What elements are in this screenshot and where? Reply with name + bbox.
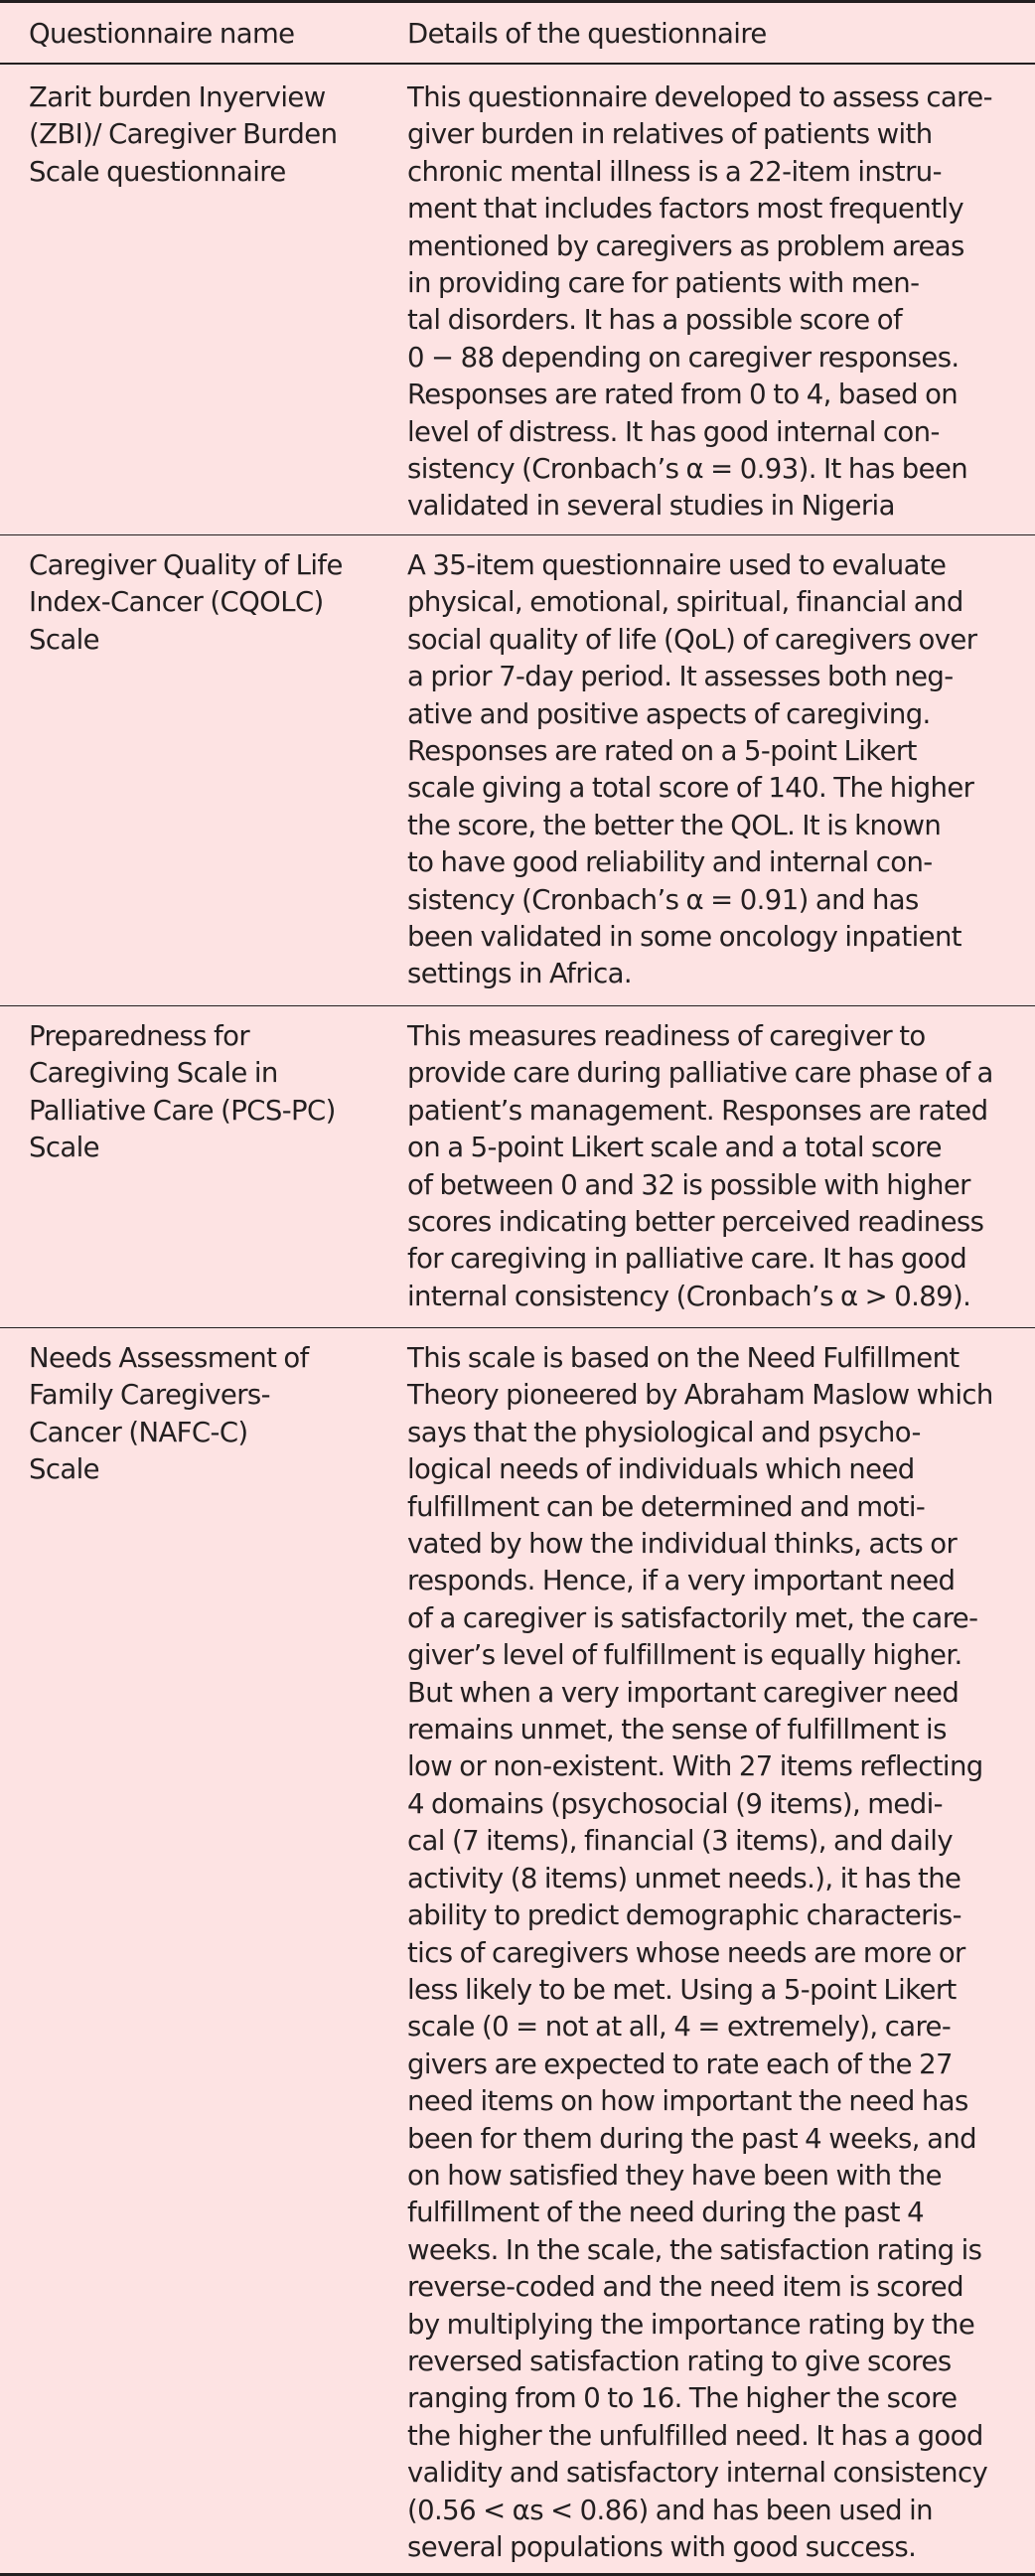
row-divider xyxy=(0,534,1035,535)
row-divider xyxy=(0,1327,1035,1328)
row-1-details: This questionnaire developed to assess care- giver burden in relatives of patients with chronic mental illness is a 22-item instru- ment that includes factors most frequently mentioned by caregivers as problem areas in providing care for patients with men- tal disorders. It has a possible score of 0 − 88 depending on caregiver responses. Responses are rated from 0 to 4, based on level of distress. It has good internal con- sistency (Cronbach’s α = 0.93). It has been validated in several studies in Nigeria xyxy=(407,81,992,523)
top-rule xyxy=(0,0,1035,3)
row-4-details: This scale is based on the Need Fulfillment Theory pioneered by Abraham Maslow which says that the physiological and psycho- logical needs of individuals which need fulfillment can be determined and moti- vated by how the individual thinks, acts or responds. Hence, if a very important need of a caregiver is satisfactorily met, the care- giver’s level of fulfillment is equally higher. But when a very important caregiver need remains unmet, the sense of fulfillment is low or non-existent. With 27 items reflecting 4 domains (psychosocial (9 items), medi- cal (7 items), financial (3 items), and daily activity (8 items) unmet needs.), it has the ability to predict demographic characteris- tics of caregivers whose needs are more or less likely to be met. Using a 5-point Likert scale (0 = not at all, 4 = extremely), care- givers are expected to rate each of the 27 need items on how important the need has been for them during the past 4 weeks, and on how satisfied they have been with the fulfillment of the need during the past 4 weeks. In the scale, the satisfaction rating is reverse-coded and the need item is scored by multiplying the importance rating by the reversed satisfaction rating to give scores ranging from 0 to 16. The higher the score the higher the unfulfilled need. It has a good validity and satisfactory internal consistency (0.56 < αs < 0.86) and has been used in several populations with good success. xyxy=(407,1342,993,2563)
row-divider xyxy=(0,1005,1035,1006)
row-3-details: This measures readiness of caregiver to provide care during palliative care phase of a patient’s management. Responses are rated on a 5-point Likert scale and a total score of between 0 and 32 is possible with higher scores indicating better perceived readiness for caregiving in palliative care. It has good internal consistency (Cronbach’s α > 0.89). xyxy=(407,1020,993,1312)
column-header-name: Questionnaire name xyxy=(29,18,295,50)
header-rule xyxy=(0,63,1035,65)
row-2-details: A 35-item questionnaire used to evaluate physical, emotional, spiritual, financial and social quality of life (QoL) of caregivers over a prior 7-day period. It assesses both neg- ative and positive aspects of caregiving. Responses are rated on a 5-point Likert scale giving a total score of 140. The higher the score, the better the QOL. It is known to have good reliability and internal con- sistency (Cronbach’s α = 0.91) and has been validated in some oncology inpatient settings in Africa. xyxy=(407,549,977,990)
row-1-name: Zarit burden Inyerview (ZBI)/ Caregiver Burden Scale questionnaire xyxy=(29,81,338,188)
column-header-details: Details of the questionnaire xyxy=(407,18,767,50)
row-4-name: Needs Assessment of Family Caregivers- Cancer (NAFC-C) Scale xyxy=(29,1342,309,1486)
row-2-name: Caregiver Quality of Life Index-Cancer (CQOLC) Scale xyxy=(29,549,343,656)
row-3-name: Preparedness for Caregiving Scale in Palliative Care (PCS-PC) Scale xyxy=(29,1020,336,1164)
